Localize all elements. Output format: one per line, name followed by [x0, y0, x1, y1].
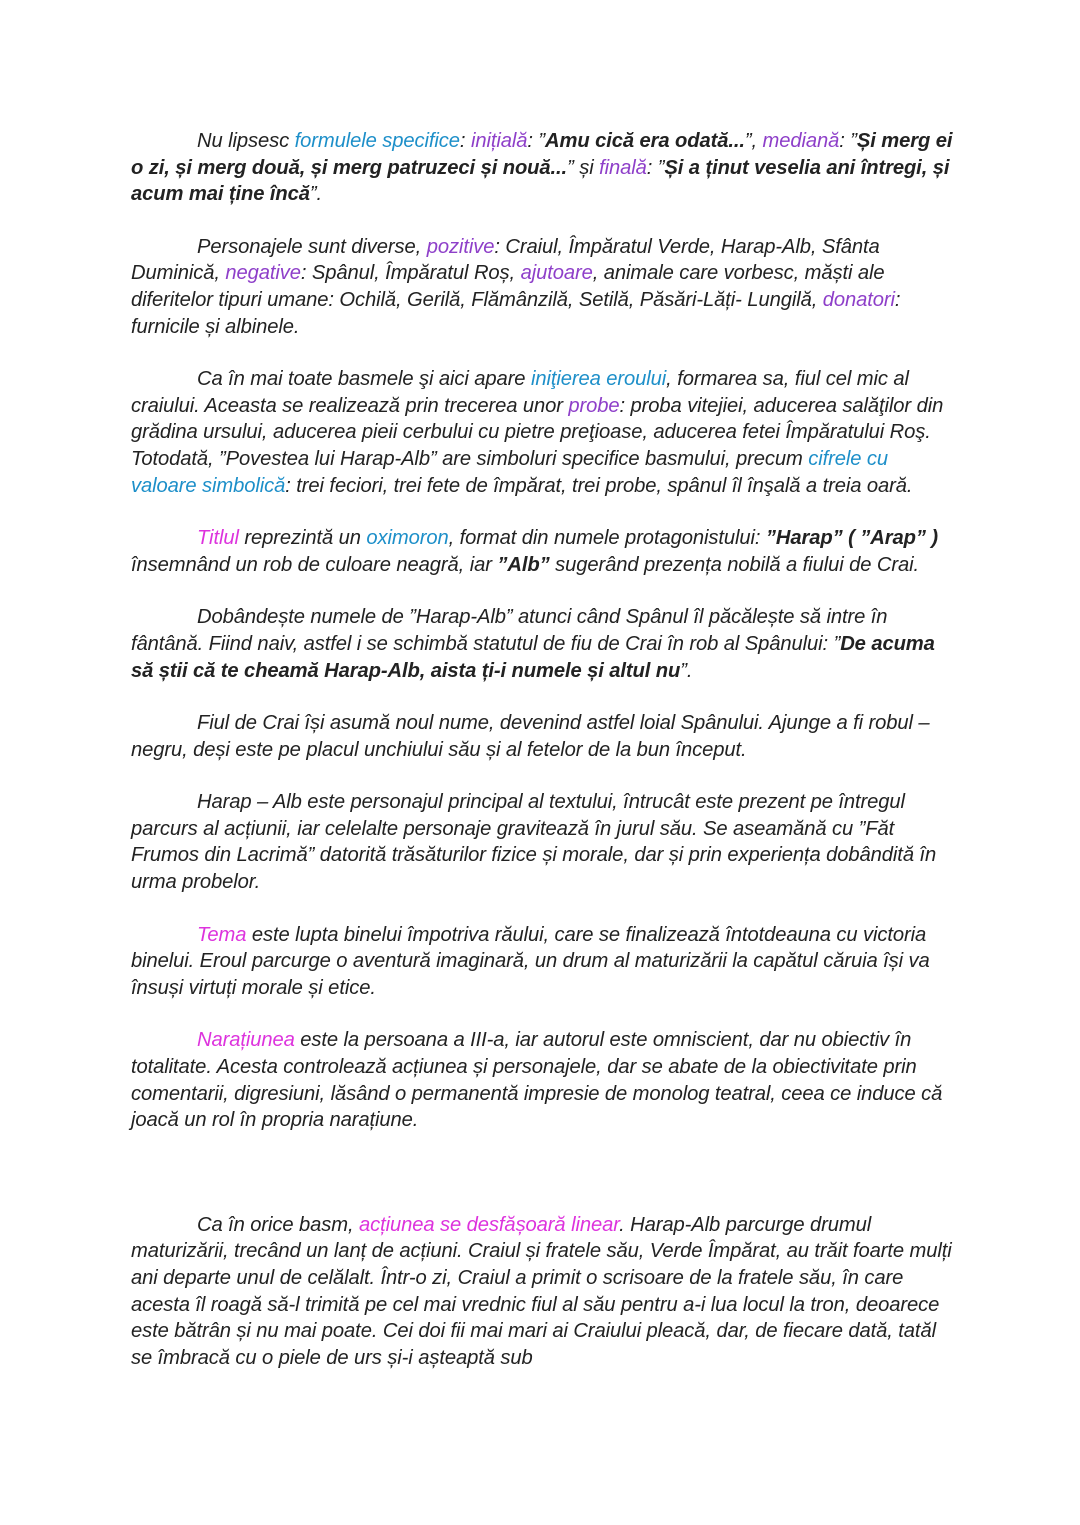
- body-text: Ca în orice basm,: [197, 1213, 360, 1236]
- body-text: Personajele sunt diverse,: [197, 235, 427, 258]
- highlighted-term: Tema: [197, 923, 247, 946]
- paragraph-personaje: [131, 234, 954, 340]
- highlighted-term: oximoron: [366, 527, 449, 550]
- body-text: ”,: [744, 130, 763, 152]
- paragraph-fiul-de-crai: [131, 710, 954, 763]
- body-text: : ”: [527, 130, 546, 152]
- quote-text: Amu cică era odată...: [545, 130, 745, 152]
- quote-text: Și a ținut veselia ani întregi, și acum mai ține încă: [131, 156, 950, 206]
- body-text: : Craiul, Împăratul Verde, Harap-Alb, Sfânta Duminică,: [131, 235, 880, 285]
- body-text: Dobândește numele de ”Harap-Alb” atunci când Spânul îl păcălește să intre în fântână. Fiind naiv, astfel i se schimbă statutul de fiu de Crai în rob al Spânului: ”: [131, 606, 888, 655]
- body-text: Nu lipsesc: [197, 130, 295, 152]
- highlighted-term: probe: [568, 394, 620, 417]
- body-text: , formarea sa, fiul cel mic al craiului. Aceasta se realizează prin trecerea unor: [131, 368, 909, 417]
- body-text: reprezintă un: [238, 527, 367, 550]
- paragraph-formule: [131, 128, 954, 208]
- body-text: Fiul de Crai își asumă noul nume, devenind astfel loial Spânului. Ajunge a fi robul – negru, deși este pe placul unchiului său și al fetelor de la bun început.: [131, 712, 930, 761]
- body-text: ”.: [680, 659, 693, 682]
- highlighted-term: formulele specifice: [294, 130, 460, 152]
- paragraph-personaj-principal: [131, 789, 954, 895]
- paragraph-naratiunea: [131, 1027, 954, 1133]
- quote-text: De acuma să știi că te cheamă Harap-Alb, aista ți-i numele și altul nu: [131, 632, 935, 682]
- quote-text: ”Harap” ( ”Arap” ): [765, 527, 938, 550]
- body-text: , animale care vorbesc, măști ale diferitelor tipuri umane: Ochilă, Gerilă, Flămânzilă, Setilă, Păsări-Lăți- Lungilă,: [131, 262, 885, 311]
- highlighted-term: ajutoare: [520, 262, 593, 285]
- body-text: este lupta binelui împotriva răului, care se finalizează întotdeauna cu victoria binelui. Eroul parcurge o aventură imaginară, un drum al maturizării la capătul căruia își va însuși virtuți morale și etice.: [131, 923, 930, 999]
- body-text: . Harap-Alb parcurge drumul maturizării, trecând un lanț de acțiuni. Craiul și fratele său, Verde Împărat, au trăit foarte mulți ani departe unul de celălalt. Într-o zi, Craiul a primit o scrisoare de la fratele său, în care acesta îl roagă să-l trimită pe cel mai vrednic fiul al său pentru a-i lua locul la tron, deoarece este bătrân și nu mai poate. Cei doi fii mai mari ai Craiului pleacă, dar, de fiecare dată, tatăl se îmbracă cu o piele de urs și-i așteaptă sub: [131, 1213, 952, 1369]
- quote-text: Și merg ei o zi, și merg două, și merg patruzeci și nouă...: [131, 130, 953, 179]
- highlighted-term: pozitive: [426, 235, 495, 258]
- body-text: Ca în mai toate basmele şi aici apare: [197, 368, 531, 391]
- highlighted-term: acțiunea se desfășoară linear: [359, 1213, 620, 1236]
- body-text: sugerând prezența nobilă a fiului de Crai.: [549, 553, 919, 576]
- paragraph-initiere: [131, 366, 954, 499]
- highlighted-term: Narațiunea: [197, 1029, 295, 1052]
- body-text: ”.: [309, 183, 322, 206]
- highlighted-term: negative: [225, 262, 301, 285]
- highlighted-term: mediană: [762, 130, 840, 152]
- body-text: este la persoana a III-a, iar autorul este omniscient, dar nu obiectiv în totalitate. Acesta controlează acțiunea și personajele, dar se abate de la obiectivitate prin comentarii, digresiuni, lăsând o permanentă impresie de monolog teatral, ceea ce induce că joacă un rol în propria narațiune.: [131, 1029, 943, 1132]
- body-text: : ”: [839, 130, 857, 152]
- paragraph-actiunea: [131, 1212, 954, 1372]
- body-text: însemnând un rob de culoare neagră, iar: [131, 553, 498, 576]
- highlighted-term: finală: [599, 156, 647, 179]
- body-text: : ”: [646, 156, 665, 179]
- paragraph-titlul: [131, 525, 954, 578]
- highlighted-term: inițială: [470, 130, 528, 152]
- body-text: : furnicile și albinele.: [131, 288, 901, 338]
- body-text: Harap – Alb este personajul principal al textului, întrucât este prezent pe întregul parcurs al acțiunii, iar celelalte personaje gravitează în jurul său. Se aseamănă cu ”Făt Frumos din Lacrimă” datorită trăsăturilor fizice și morale, dar și prin experiența dobândită în urma probelor.: [131, 791, 937, 894]
- highlighted-term: iniţierea eroului: [530, 368, 667, 391]
- quote-text: ”Alb”: [497, 553, 550, 576]
- body-text: : proba vitejiei, aducerea salăţilor din grădina ursului, aducerea pieii cerbului cu pietre preţioase, aducerea fetei Împăratului Roş. Totodată, ”Povestea lui Harap-Alb” are simboluri specifice basmului, precum: [131, 394, 944, 470]
- highlighted-term: donatori: [822, 288, 895, 311]
- paragraph-tema: [131, 922, 954, 1002]
- body-text: ” și: [567, 156, 600, 179]
- body-text: , format din numele protagonistului:: [448, 527, 766, 550]
- highlighted-term: cifrele cu valoare simbolică: [131, 447, 888, 497]
- body-text: :: [459, 130, 471, 152]
- highlighted-term: Titlul: [197, 527, 239, 550]
- body-text: : Spânul, Împăratul Roș,: [300, 262, 521, 285]
- body-text: : trei feciori, trei fete de împărat, trei probe, spânul îl înşală a treia oară.: [285, 474, 913, 497]
- paragraph-numele: [131, 604, 954, 684]
